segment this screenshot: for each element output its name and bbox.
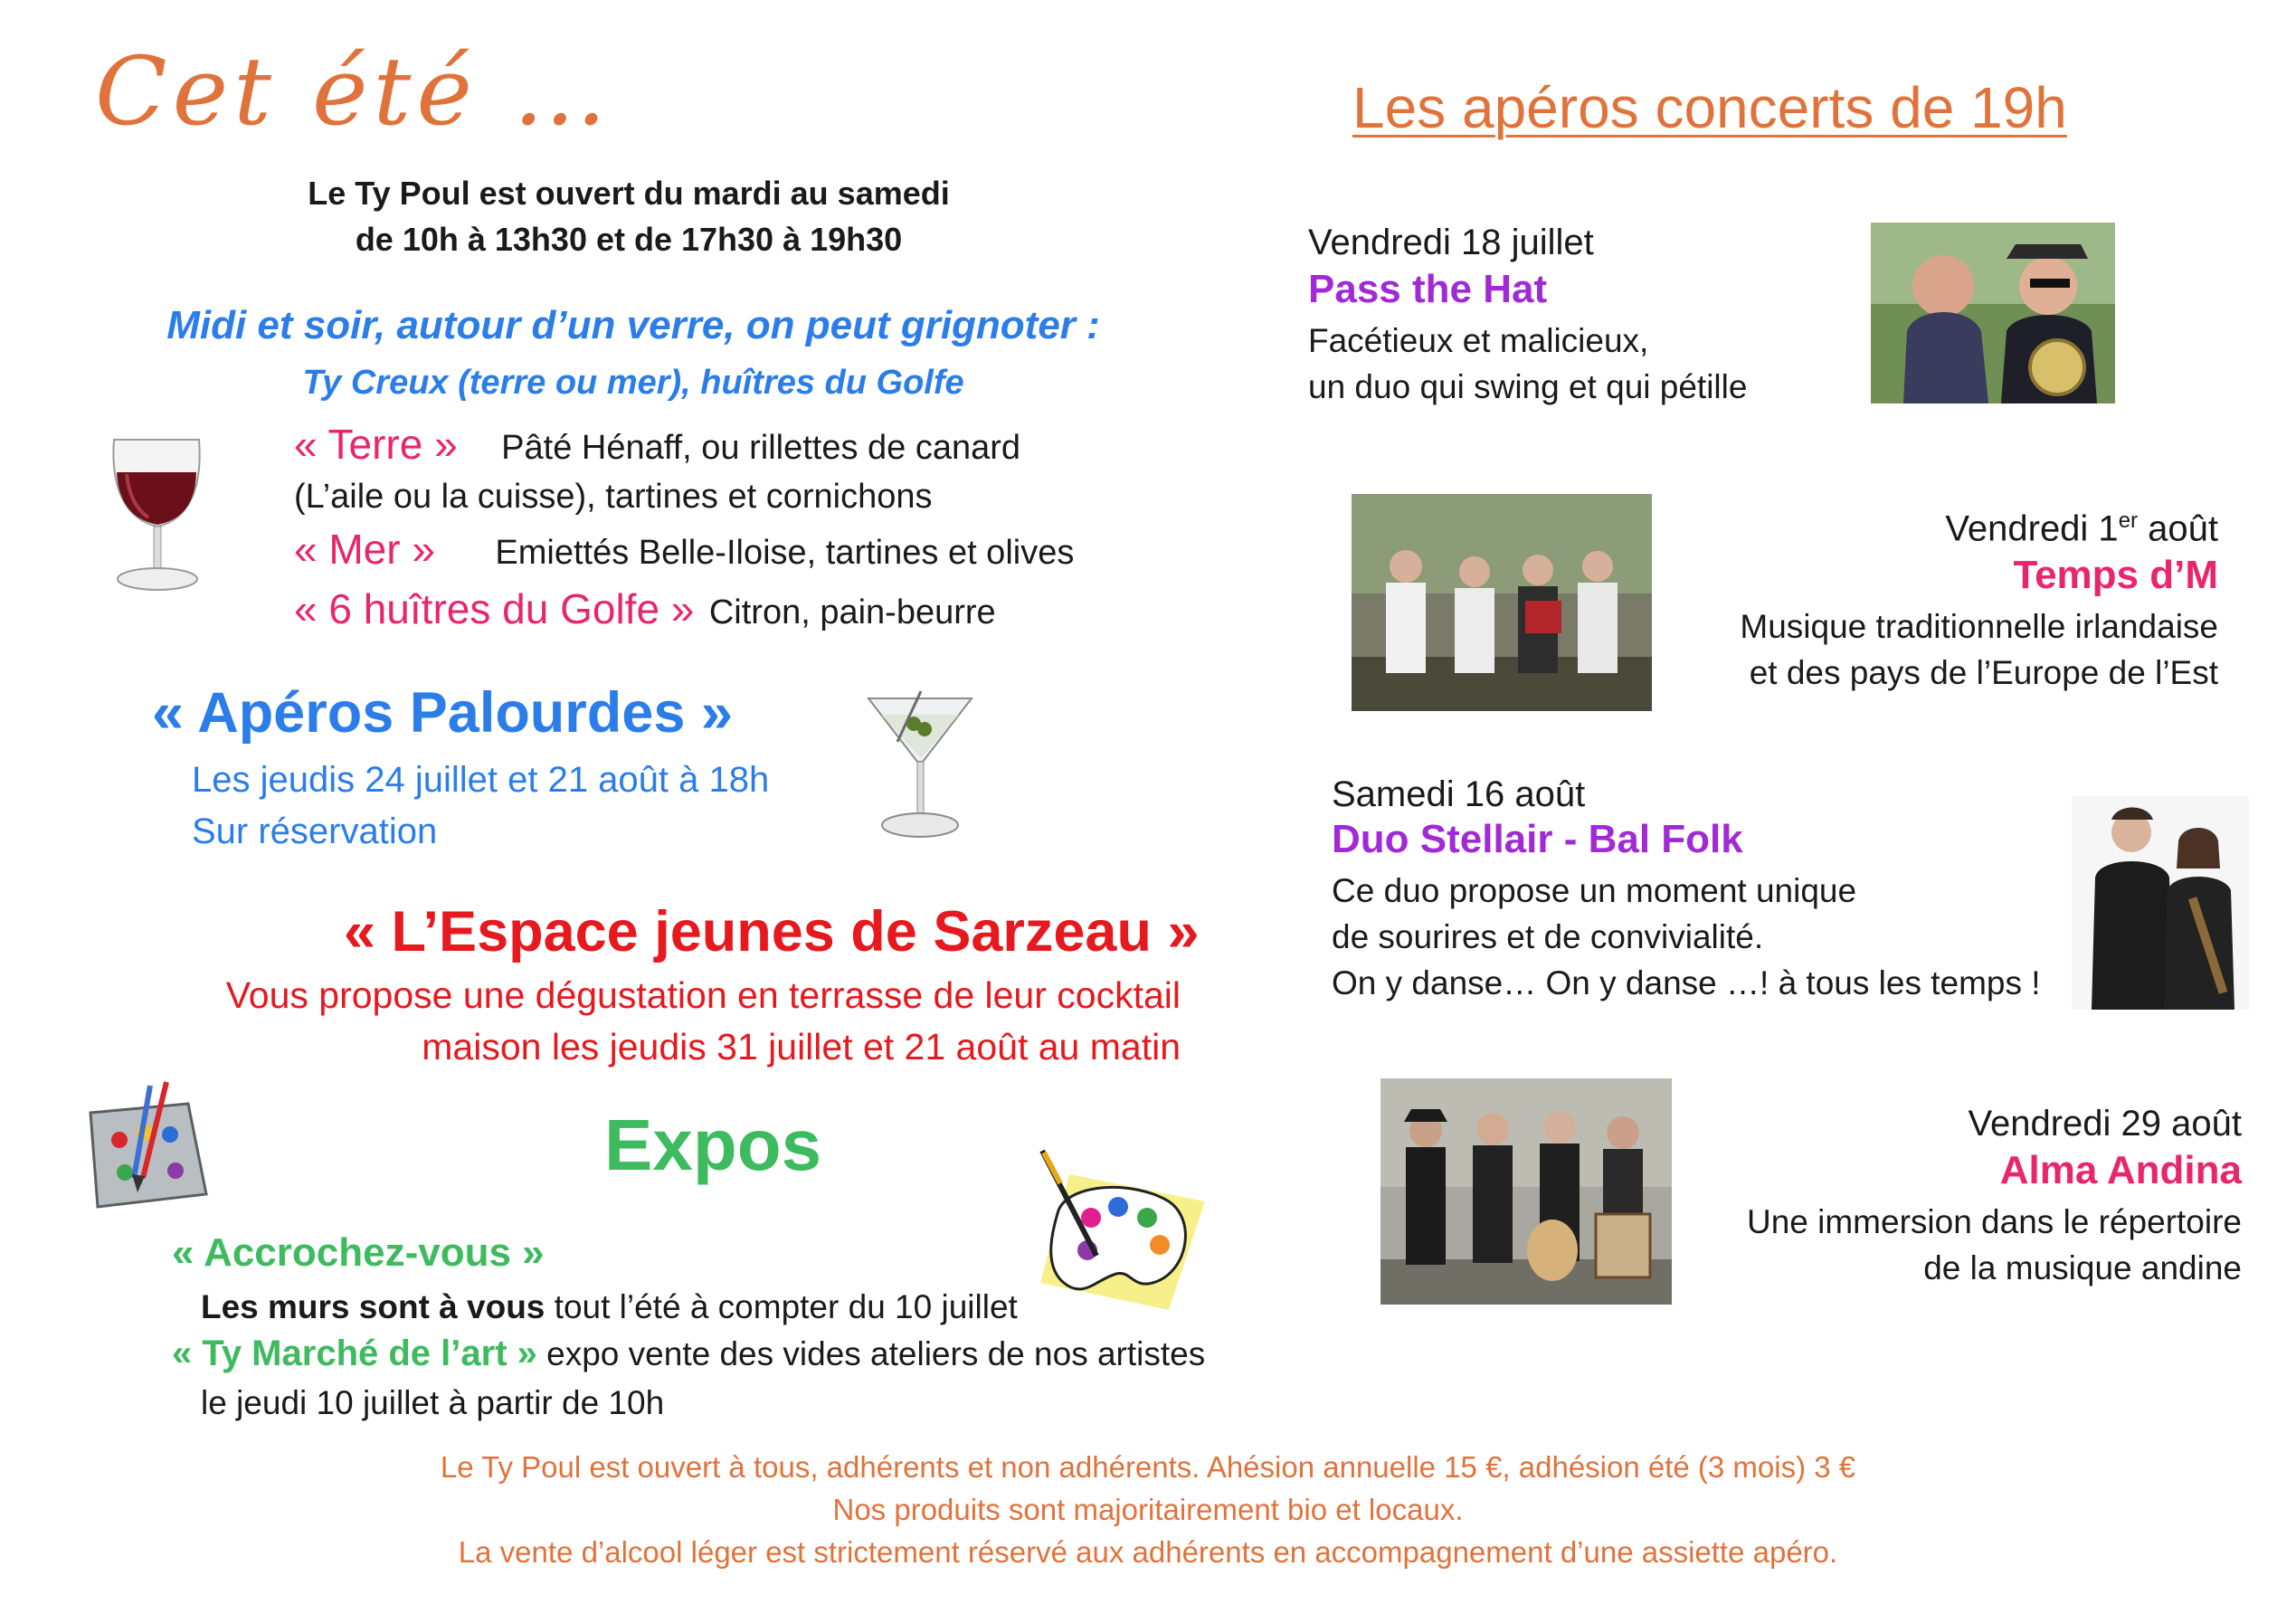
paloudes-booking: Sur réservation <box>192 812 438 851</box>
concert-2 <box>1538 508 2218 696</box>
page-title: Cet été … <box>95 36 612 147</box>
menu-item-mer-name: « Mer » <box>294 526 435 573</box>
concert-1 <box>1308 223 1747 410</box>
espace-jeunes-title: « L’Espace jeunes de Sarzeau » <box>344 900 1200 963</box>
concert-3-desc3: On y danse… On y danse …! à tous les temps ! <box>1332 964 2041 1001</box>
expo-marche-art-title: « Ty Marché de l’art » <box>172 1334 537 1373</box>
paloudes-title: « Apéros Palourdes » <box>152 681 733 745</box>
menu-item-terre-name: « Terre » <box>294 421 458 468</box>
footer-products: Nos produits sont majoritairement bio et locaux. <box>832 1493 1464 1526</box>
snack-subheading: Ty Creux (terre ou mer), huîtres du Golfe <box>302 364 964 402</box>
expo-accrochez-vous-title: « Accrochez-vous » <box>172 1230 545 1275</box>
menu-item-huitres-name: « 6 huîtres du Golfe » <box>294 585 695 632</box>
opening-hours-days: Le Ty Poul est ouvert du mardi au samedi <box>308 175 950 212</box>
concert-3 <box>1332 774 2041 1006</box>
espace-jeunes-description <box>127 970 1181 1073</box>
cocktail-glass-icon <box>861 688 979 843</box>
expos-title: Expos <box>604 1105 822 1185</box>
wine-glass-icon <box>101 432 212 597</box>
expo-marche-art-date: le jeudi 10 juillet à partir de 10h <box>201 1384 665 1421</box>
opening-hours-times: de 10h à 13h30 et de 17h30 à 19h30 <box>355 221 903 258</box>
menu-item-mer-desc: Emiettés Belle-Iloise, tartines et olives <box>495 534 1075 572</box>
concert-1-band: Pass the Hat <box>1308 267 1548 311</box>
concert-2-date <box>1538 508 2218 549</box>
expo-accrochez-vous-details <box>201 1288 1018 1326</box>
concert-1-desc2: un duo qui swing et qui pétille <box>1308 368 1748 405</box>
expo-accrochez-vous-bold: Les murs sont à vous <box>201 1288 546 1325</box>
expo-accrochez-vous-rest: tout l’été à compter du 10 juillet <box>545 1288 1018 1325</box>
menu-item-huitres <box>294 584 996 633</box>
duo-stellair-photo <box>2072 796 2249 1010</box>
concert-2-band: Temps d’M <box>2013 553 2218 598</box>
concert-2-date-sup: er <box>2118 508 2139 533</box>
concert-3-band: Duo Stellair - Bal Folk <box>1332 817 1743 861</box>
opening-hours <box>194 170 1063 262</box>
snack-heading: Midi et soir, autour d’un verre, on peut grignoter : <box>166 303 1100 347</box>
artist-palette-icon <box>1033 1147 1210 1315</box>
menu-item-terre <box>294 420 1020 469</box>
concert-1-date: Vendredi 18 juillet <box>1308 223 1594 262</box>
concert-4-band: Alma Andina <box>1999 1148 2242 1192</box>
espace-jeunes-line1: Vous propose une dégustation en terrasse de leur cocktail <box>225 974 1181 1016</box>
concert-4 <box>1538 1104 2242 1291</box>
footer-notes <box>0 1446 2296 1573</box>
menu-item-mer <box>294 525 1074 574</box>
concert-3-desc2: de sourires et de convivialité. <box>1332 918 1764 955</box>
footer-alcohol: La vente d’alcool léger est strictement réservé aux adhérents en accompagnement d’une assiette apéro. <box>458 1535 1838 1569</box>
concert-2-date-suffix: août <box>2138 508 2218 549</box>
expo-marche-art-rest: expo vente des vides ateliers de nos artistes <box>536 1335 1206 1372</box>
concert-2-date-prefix: Vendredi 1 <box>1945 508 2119 549</box>
pass-the-hat-photo <box>1871 223 2115 403</box>
concert-1-desc1: Facétieux et malicieux, <box>1308 322 1649 359</box>
footer-membership: Le Ty Poul est ouvert à tous, adhérents et non adhérents. Ahésion annuelle 15 €, adhésion été (3 mois) 3 € <box>440 1450 1856 1484</box>
expo-marche-art <box>172 1334 1205 1374</box>
concert-4-desc1: Une immersion dans le répertoire <box>1746 1203 2242 1240</box>
menu-item-terre-desc: Pâté Hénaff, ou rillettes de canard <box>501 429 1021 467</box>
concert-3-date: Samedi 16 août <box>1332 774 1586 814</box>
concert-2-desc1: Musique traditionnelle irlandaise <box>1740 608 2218 646</box>
paint-palette-icon <box>80 1077 213 1216</box>
concert-3-desc1: Ce duo propose un moment unique <box>1332 872 1857 909</box>
menu-item-terre-desc2: (L’aile ou la cuisse), tartines et cornichons <box>294 478 933 516</box>
menu-item-huitres-desc: Citron, pain-beurre <box>708 593 996 631</box>
paloudes-dates: Les jeudis 24 juillet et 21 août à 18h <box>192 760 770 800</box>
espace-jeunes-line2: maison les jeudis 31 juillet et 21 août au matin <box>422 1026 1181 1068</box>
concert-4-date: Vendredi 29 août <box>1968 1104 2242 1144</box>
concerts-title: Les apéros concerts de 19h <box>1352 75 2067 140</box>
concert-2-desc2: et des pays de l’Europe de l’Est <box>1749 654 2218 692</box>
concert-4-desc2: de la musique andine <box>1923 1249 2242 1286</box>
